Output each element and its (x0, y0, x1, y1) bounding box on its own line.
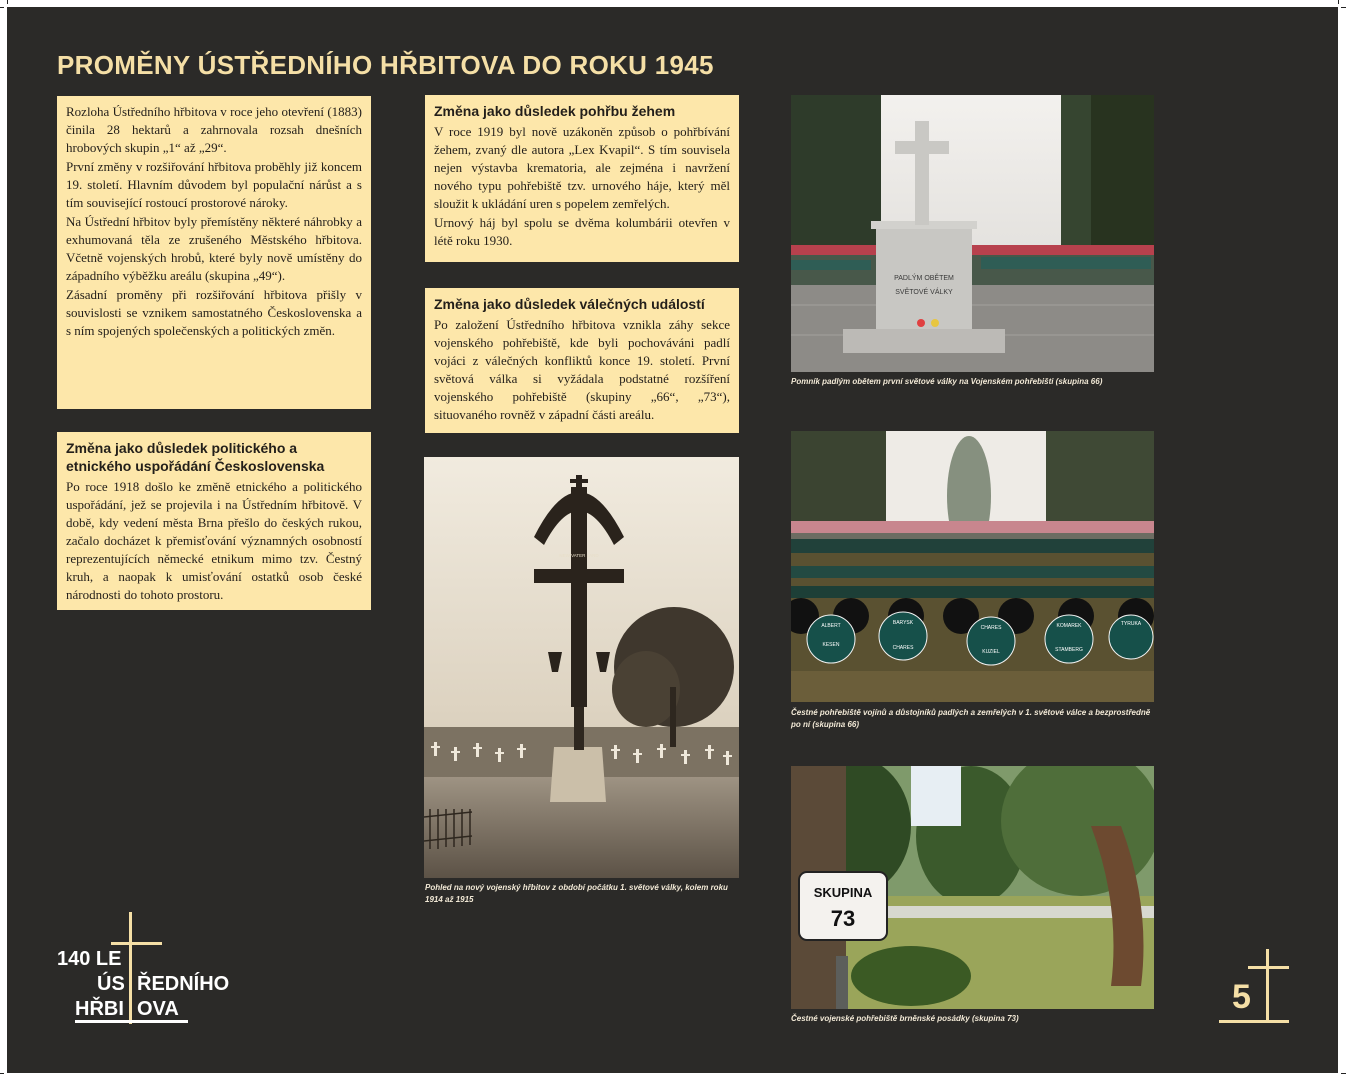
grave-name: ALBERT (821, 623, 841, 629)
monument-photo (791, 95, 1154, 372)
grave-name: STAMBERG (1055, 647, 1083, 653)
graves-caption: Čestné pohřebiště vojínů a důstojníků padlých a zemřelých v 1. světové válce a bezprostředně po ní (skupina 66) (791, 708, 1151, 729)
logo-line3b: OVA (137, 998, 179, 1020)
crop-mark (0, 7, 4, 8)
logo-cross-horizontal (111, 942, 162, 945)
crop-mark (1338, 0, 1339, 4)
page-number: 5 (1232, 978, 1251, 1016)
sign-word: SKUPINA (813, 885, 873, 900)
page-cross-vertical (1266, 949, 1269, 1023)
grave-name: BARYSK (892, 620, 914, 626)
skupina-caption: Čestné vojenské pohřebiště brněnské posádky (skupina 73) (791, 1014, 1019, 1023)
cremation-box (425, 95, 739, 262)
political-text: Po roce 1918 došlo ke změně etnického a politického uspořádání, jež se projevila i na Ústředním hřbitově. V době, kdy vedení města Brna přešlo do českých rukou, začalo docházet k přemisťování významných osobností reprezentujících německé etnikum mimo tzv. Čestný kruh, a naopak k umisťování ostatků osob české národnosti do tohoto prostoru. (66, 479, 362, 602)
old-cross-caption: Pohled na nový vojenský hřbitov z období počátku 1. světové války, kolem roku 1914 až 1915 (425, 883, 728, 904)
grave-name: CHARES (892, 645, 914, 651)
grave-name: KUZIEL (982, 649, 1000, 655)
monument-caption: Pomník padlým obětem první světové války na Vojenském pohřebišti (skupina 66) (791, 377, 1103, 386)
grave-name: KOMAREK (1056, 623, 1082, 629)
intro-paragraph: První změny v rozšiřování hřbitova proběhly již koncem 19. století. Hlavním důvodem byl populační nárůst a s tím související rostoucí prostorové nároky. (66, 159, 362, 210)
crop-mark (1341, 1073, 1346, 1074)
page-title: PROMĚNY ÚSTŘEDNÍHO HŘBITOVA DO ROKU 1945 (57, 50, 714, 80)
grave-name: TYRUKA (1120, 621, 1142, 627)
crop-mark (1341, 7, 1346, 8)
cross-inscription: NEW VATER LAND (559, 553, 599, 558)
logo-line2a: ÚS (97, 973, 125, 995)
monument-inscription-1: PADLÝM OBĚTEM (894, 275, 954, 282)
monument-inscription-2: SVĚTOVÉ VÁLKY (895, 289, 953, 296)
cremation-paragraph: V roce 1919 byl nově uzákoněn způsob o pohřbívání žehem, zvaný dle autora „Lex Kvapil“. S tím souvisela nejen výstavba krematoria, ale zejména i navržení nového typu pohřebiště tzv. urnového háje, který měl sloužit k ukládání uren s popelem zemřelých. (434, 124, 730, 211)
cremation-paragraph: Urnový háj byl spolu se dvěma kolumbárii otevřen v létě roku 1930. (434, 215, 730, 248)
war-heading: Změna jako důsledek válečných událostí (434, 296, 705, 312)
logo-underline (75, 1020, 188, 1023)
intro-box (57, 96, 371, 409)
logo-cross-vertical (129, 912, 132, 1024)
logo-line3a: HŘBI (75, 998, 124, 1020)
political-heading: Změna jako důsledek politického a etnického uspořádání Československa (66, 440, 325, 474)
intro-paragraph: Rozloha Ústředního hřbitova v roce jeho otevření (1883) činila 28 hektarů a zahrnovala rozsah dnešních hrobových skupin „1“ až „29“. (66, 104, 362, 155)
graves-photo (791, 431, 1154, 702)
page-underline (1219, 1020, 1289, 1023)
logo-line1: 140 LE (57, 948, 122, 970)
crop-mark (7, 0, 8, 4)
logo-line2b: ŘEDNÍHO (137, 973, 230, 995)
intro-paragraph: Zásadní proměny při rozšiřování hřbitova přišly v souvislosti se vznikem samostatného Československa a s ním spojených společenských a politických změn. (66, 287, 362, 338)
political-box (57, 432, 371, 610)
war-box (425, 288, 739, 433)
old-cross-photo (424, 457, 739, 878)
skupina-photo (791, 766, 1154, 1009)
cremation-heading: Změna jako důsledek pohřbu žehem (434, 103, 676, 119)
grave-name: KESEN (822, 642, 840, 648)
war-text: Po založení Ústředního hřbitova vznikla záhy sekce vojenského pohřebiště, kde byli pochováváni padlí vojáci z válečných konfliktů konce 19. století. První světová válka si vyžádala podstatné rozšíření vojenského pohřebiště (skupiny „66“, „73“), situovaného rovněž v západní části areálu. (434, 317, 730, 422)
intro-paragraph: Na Ústřední hřbitov byly přemístěny některé náhrobky a exhumovaná těla ze zrušeného Městského hřbitova. Včetně vojenských hrobů, které byly nově umístěny do západního výběžku areálu (skupina „49“). (66, 214, 362, 283)
crop-mark (0, 1073, 4, 1074)
grave-name: CHARES (980, 625, 1002, 631)
sign-number: 73 (830, 906, 856, 931)
anniversary-logo (57, 912, 247, 1024)
page-cross-horizontal (1248, 966, 1289, 969)
